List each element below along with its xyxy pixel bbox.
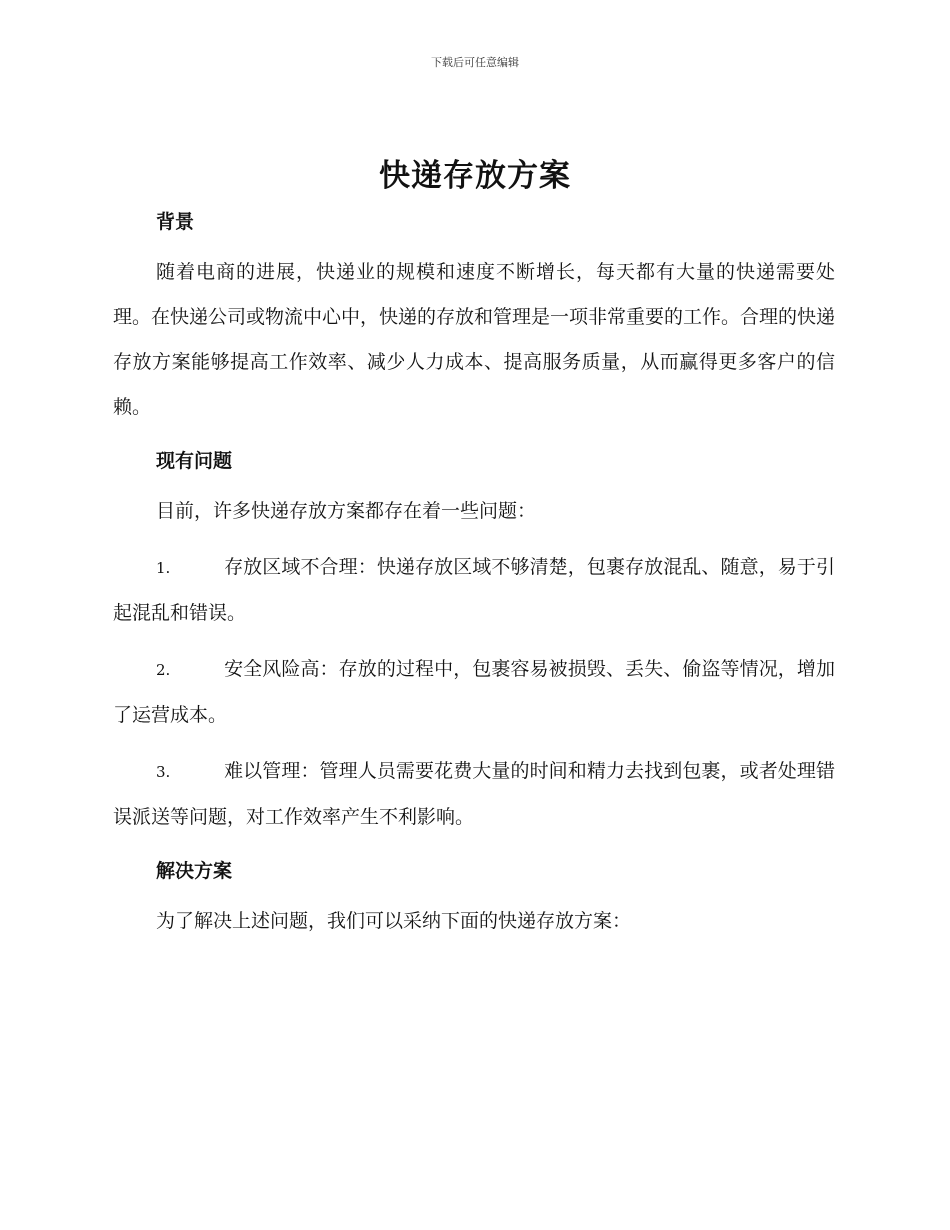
list-item-number: 3.: [156, 763, 171, 781]
list-item-number: 2.: [156, 661, 171, 679]
problems-intro: 目前，许多快递存放方案都存在着一些问题：: [156, 500, 537, 522]
solution-intro: 为了解决上述问题，我们可以采纳下面的快递存放方案：: [156, 910, 632, 932]
list-item: [113, 647, 835, 738]
document-body: [113, 205, 835, 944]
page-header-note: 下载后可任意编辑: [431, 56, 519, 69]
section-heading-background: 背景: [156, 211, 195, 233]
list-item: [113, 749, 835, 840]
list-item-text: 存放区域不合理：快递存放区域不够清楚，包裹存放混乱、随意，易于引起混乱和错误。: [113, 556, 835, 624]
list-item-text: 难以管理：管理人员需要花费大量的时间和精力去找到包裹，或者处理错误派送等问题，对工作效率产生不利影响。: [113, 760, 835, 828]
list-item-number: 1.: [156, 559, 171, 577]
document-title: 快递存放方案: [379, 158, 571, 194]
section-heading-problems: 现有问题: [156, 450, 233, 472]
background-paragraph: 随着电商的进展，快递业的规模和速度不断增长，每天都有大量的快递需要处理。在快递公司或物流中心中，快递的存放和管理是一项非常重要的工作。合理的快递存放方案能够提高工作效率、减少人力成本、提高服务质量，从而赢得更多客户的信赖。: [113, 261, 836, 418]
list-item-text: 安全风险高：存放的过程中，包裹容易被损毁、丢失、偷盗等情况，增加了运营成本。: [113, 658, 835, 726]
list-item: [113, 545, 835, 636]
section-heading-solution: 解决方案: [156, 860, 233, 882]
